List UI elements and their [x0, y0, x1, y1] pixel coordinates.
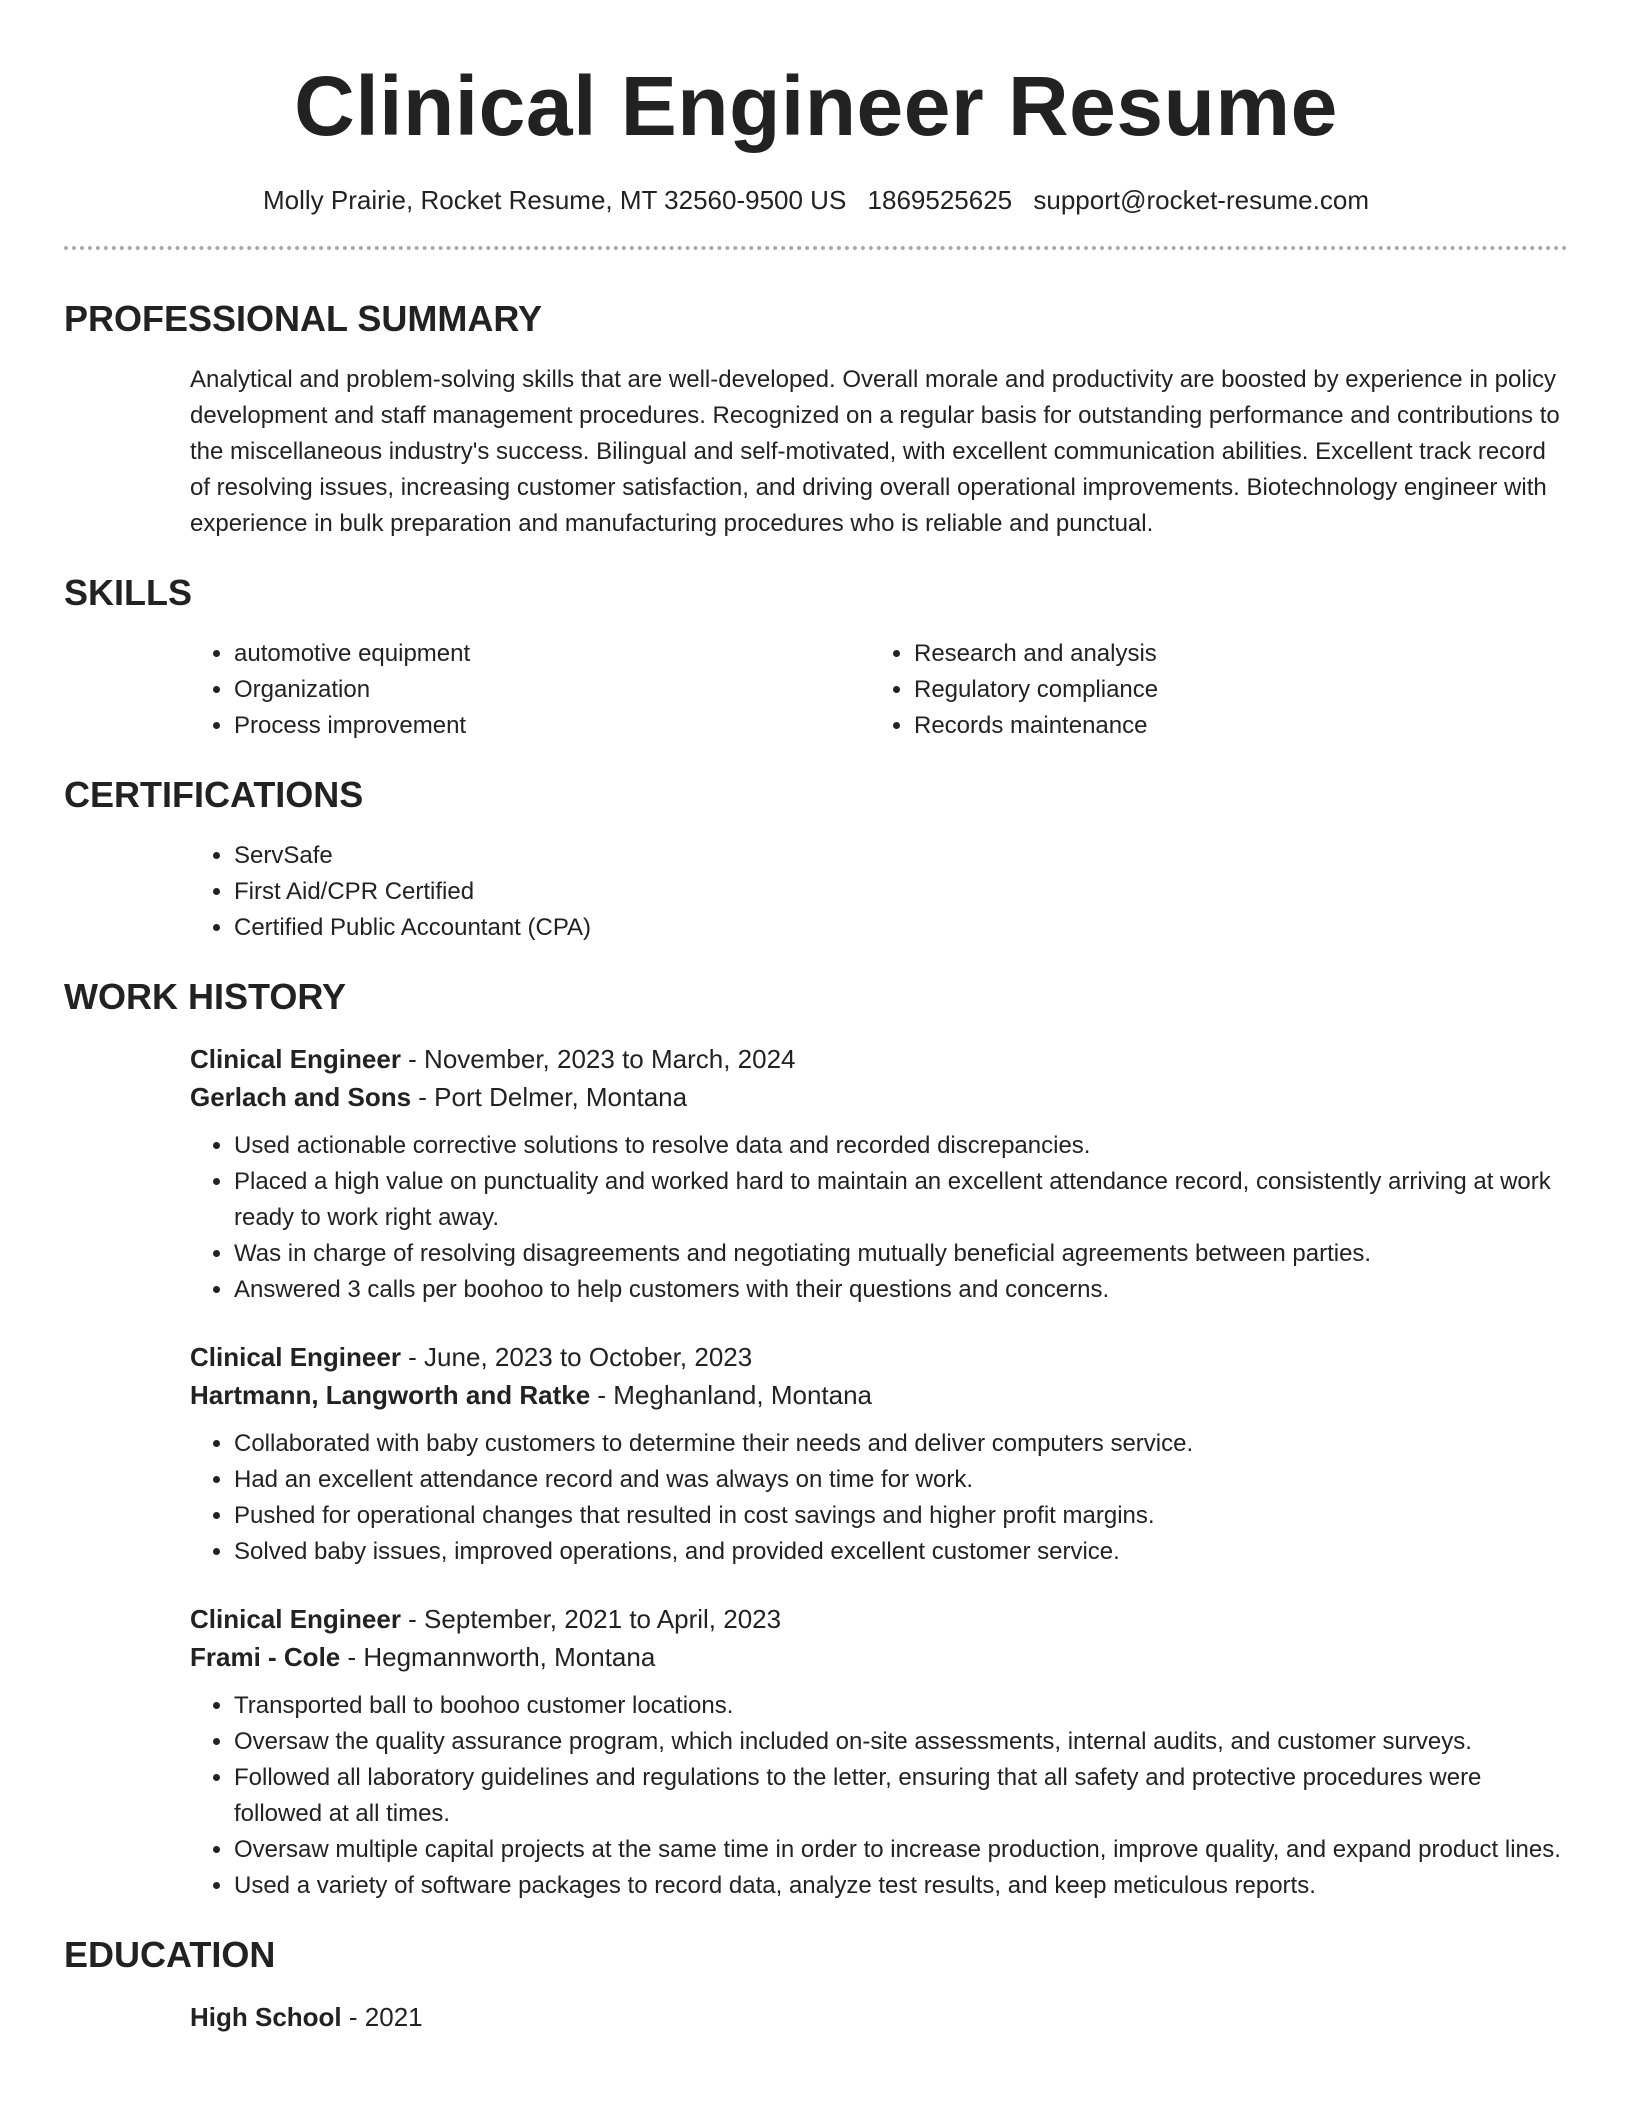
job-bullets	[190, 1128, 1568, 1308]
job-company: Hartmann, Langworth and Ratke	[190, 1380, 591, 1410]
job-title: Clinical Engineer	[190, 1342, 401, 1372]
job-bullet: • Placed a high value on punctuality and worked hard to maintain an excellent attendance record, consistently arriving at work ready to work right away.	[234, 1164, 1568, 1236]
job-dates: - June, 2023 to October, 2023	[400, 1342, 753, 1372]
job-company-line	[190, 1376, 1568, 1414]
job-bullet: • Oversaw multiple capital projects at the same time in order to increase production, improve quality, and expand product lines.	[234, 1832, 1568, 1868]
education-degree: High School	[190, 2002, 342, 2032]
job-bullets	[190, 1426, 1568, 1570]
work-history-body	[190, 1040, 1568, 1904]
job-location: - Port Delmer, Montana	[411, 1082, 688, 1112]
job-bullet: • Had an excellent attendance record and was always on time for work.	[234, 1462, 1568, 1498]
job-bullet: • Used actionable corrective solutions to resolve data and recorded discrepancies.	[234, 1128, 1568, 1164]
skills-grid	[190, 636, 1568, 744]
work-history-heading: WORK HISTORY	[64, 976, 347, 1017]
education-year: - 2021	[341, 2002, 423, 2032]
contact-line	[64, 184, 1568, 216]
job-bullet: • Solved baby issues, improved operations, and provided excellent customer service.	[234, 1534, 1568, 1570]
job-entry	[190, 1338, 1568, 1570]
job-bullet: • Used a variety of software packages to record data, analyze test results, and keep meticulous reports.	[234, 1868, 1568, 1904]
job-title-line	[190, 1040, 1568, 1078]
job-location: - Hegmannworth, Montana	[340, 1642, 656, 1672]
resume-title: Clinical Engineer Resume	[294, 59, 1338, 153]
job-title-line	[190, 1600, 1568, 1638]
skills-heading: SKILLS	[64, 572, 193, 613]
certification-item: • Certified Public Accountant (CPA)	[234, 910, 1568, 946]
skills-left-list	[190, 636, 870, 744]
job-company: Gerlach and Sons	[190, 1082, 412, 1112]
contact-phone: 1869525625	[867, 185, 1013, 215]
skill-item: • Organization	[234, 672, 870, 708]
summary-section	[64, 298, 1568, 542]
job-bullet: • Collaborated with baby customers to determine their needs and deliver computers service.	[234, 1426, 1568, 1462]
skills-right-list	[870, 636, 1550, 744]
certifications-heading: CERTIFICATIONS	[64, 774, 364, 815]
skill-item: • Records maintenance	[914, 708, 1550, 744]
job-company: Frami - Cole	[190, 1642, 341, 1672]
certifications-section	[64, 774, 1568, 946]
job-title-line	[190, 1338, 1568, 1376]
certifications-body	[190, 838, 1568, 946]
job-bullet: • Was in charge of resolving disagreements and negotiating mutually beneficial agreements between parties.	[234, 1236, 1568, 1272]
job-bullet: • Pushed for operational changes that resulted in cost savings and higher profit margins.	[234, 1498, 1568, 1534]
education-body	[190, 1998, 1568, 2036]
job-company-line	[190, 1078, 1568, 1116]
summary-text: Analytical and problem-solving skills that are well-developed. Overall morale and productivity are boosted by experience in policy development and staff management procedures. Recognized on a regular basis for outstanding performance and contributions to the miscellaneous industry's success. Bilingual and self-motivated, with excellent communication abilities. Excellent track record of resolving issues, increasing customer satisfaction, and driving overall operational improvements. Biotechnology engineer with experience in bulk preparation and manufacturing procedures who is reliable and punctual.	[190, 366, 1560, 537]
job-dates: - September, 2021 to April, 2023	[400, 1604, 782, 1634]
certifications-list	[190, 838, 1568, 946]
summary-heading: PROFESSIONAL SUMMARY	[64, 298, 543, 339]
skill-item: • Research and analysis	[914, 636, 1550, 672]
job-bullets	[190, 1688, 1568, 1904]
skills-section	[64, 572, 1568, 744]
job-bullet: • Oversaw the quality assurance program, which included on-site assessments, internal audits, and customer surveys.	[234, 1724, 1568, 1760]
job-location: - Meghanland, Montana	[590, 1380, 873, 1410]
contact-email: support@rocket-resume.com	[1033, 185, 1369, 215]
contact-address: Molly Prairie, Rocket Resume, MT 32560-9500 US	[262, 185, 847, 215]
header-divider	[64, 246, 1568, 250]
job-bullet: • Followed all laboratory guidelines and regulations to the letter, ensuring that all safety and protective procedures were followed at all times.	[234, 1760, 1568, 1832]
job-dates: - November, 2023 to March, 2024	[400, 1044, 796, 1074]
job-entry	[190, 1040, 1568, 1308]
skill-item: • Process improvement	[234, 708, 870, 744]
job-company-line	[190, 1638, 1568, 1676]
job-title: Clinical Engineer	[190, 1604, 401, 1634]
education-heading: EDUCATION	[64, 1934, 276, 1975]
job-bullet: • Transported ball to boohoo customer locations.	[234, 1688, 1568, 1724]
skill-item: • Regulatory compliance	[914, 672, 1550, 708]
education-section	[64, 1934, 1568, 2036]
certification-item: • First Aid/CPR Certified	[234, 874, 1568, 910]
skill-item: • automotive equipment	[234, 636, 870, 672]
job-bullet: • Answered 3 calls per boohoo to help customers with their questions and concerns.	[234, 1272, 1568, 1308]
education-line	[190, 1998, 1568, 2036]
job-entry	[190, 1600, 1568, 1904]
certification-item: • ServSafe	[234, 838, 1568, 874]
job-title: Clinical Engineer	[190, 1044, 401, 1074]
work-history-section	[64, 976, 1568, 1904]
